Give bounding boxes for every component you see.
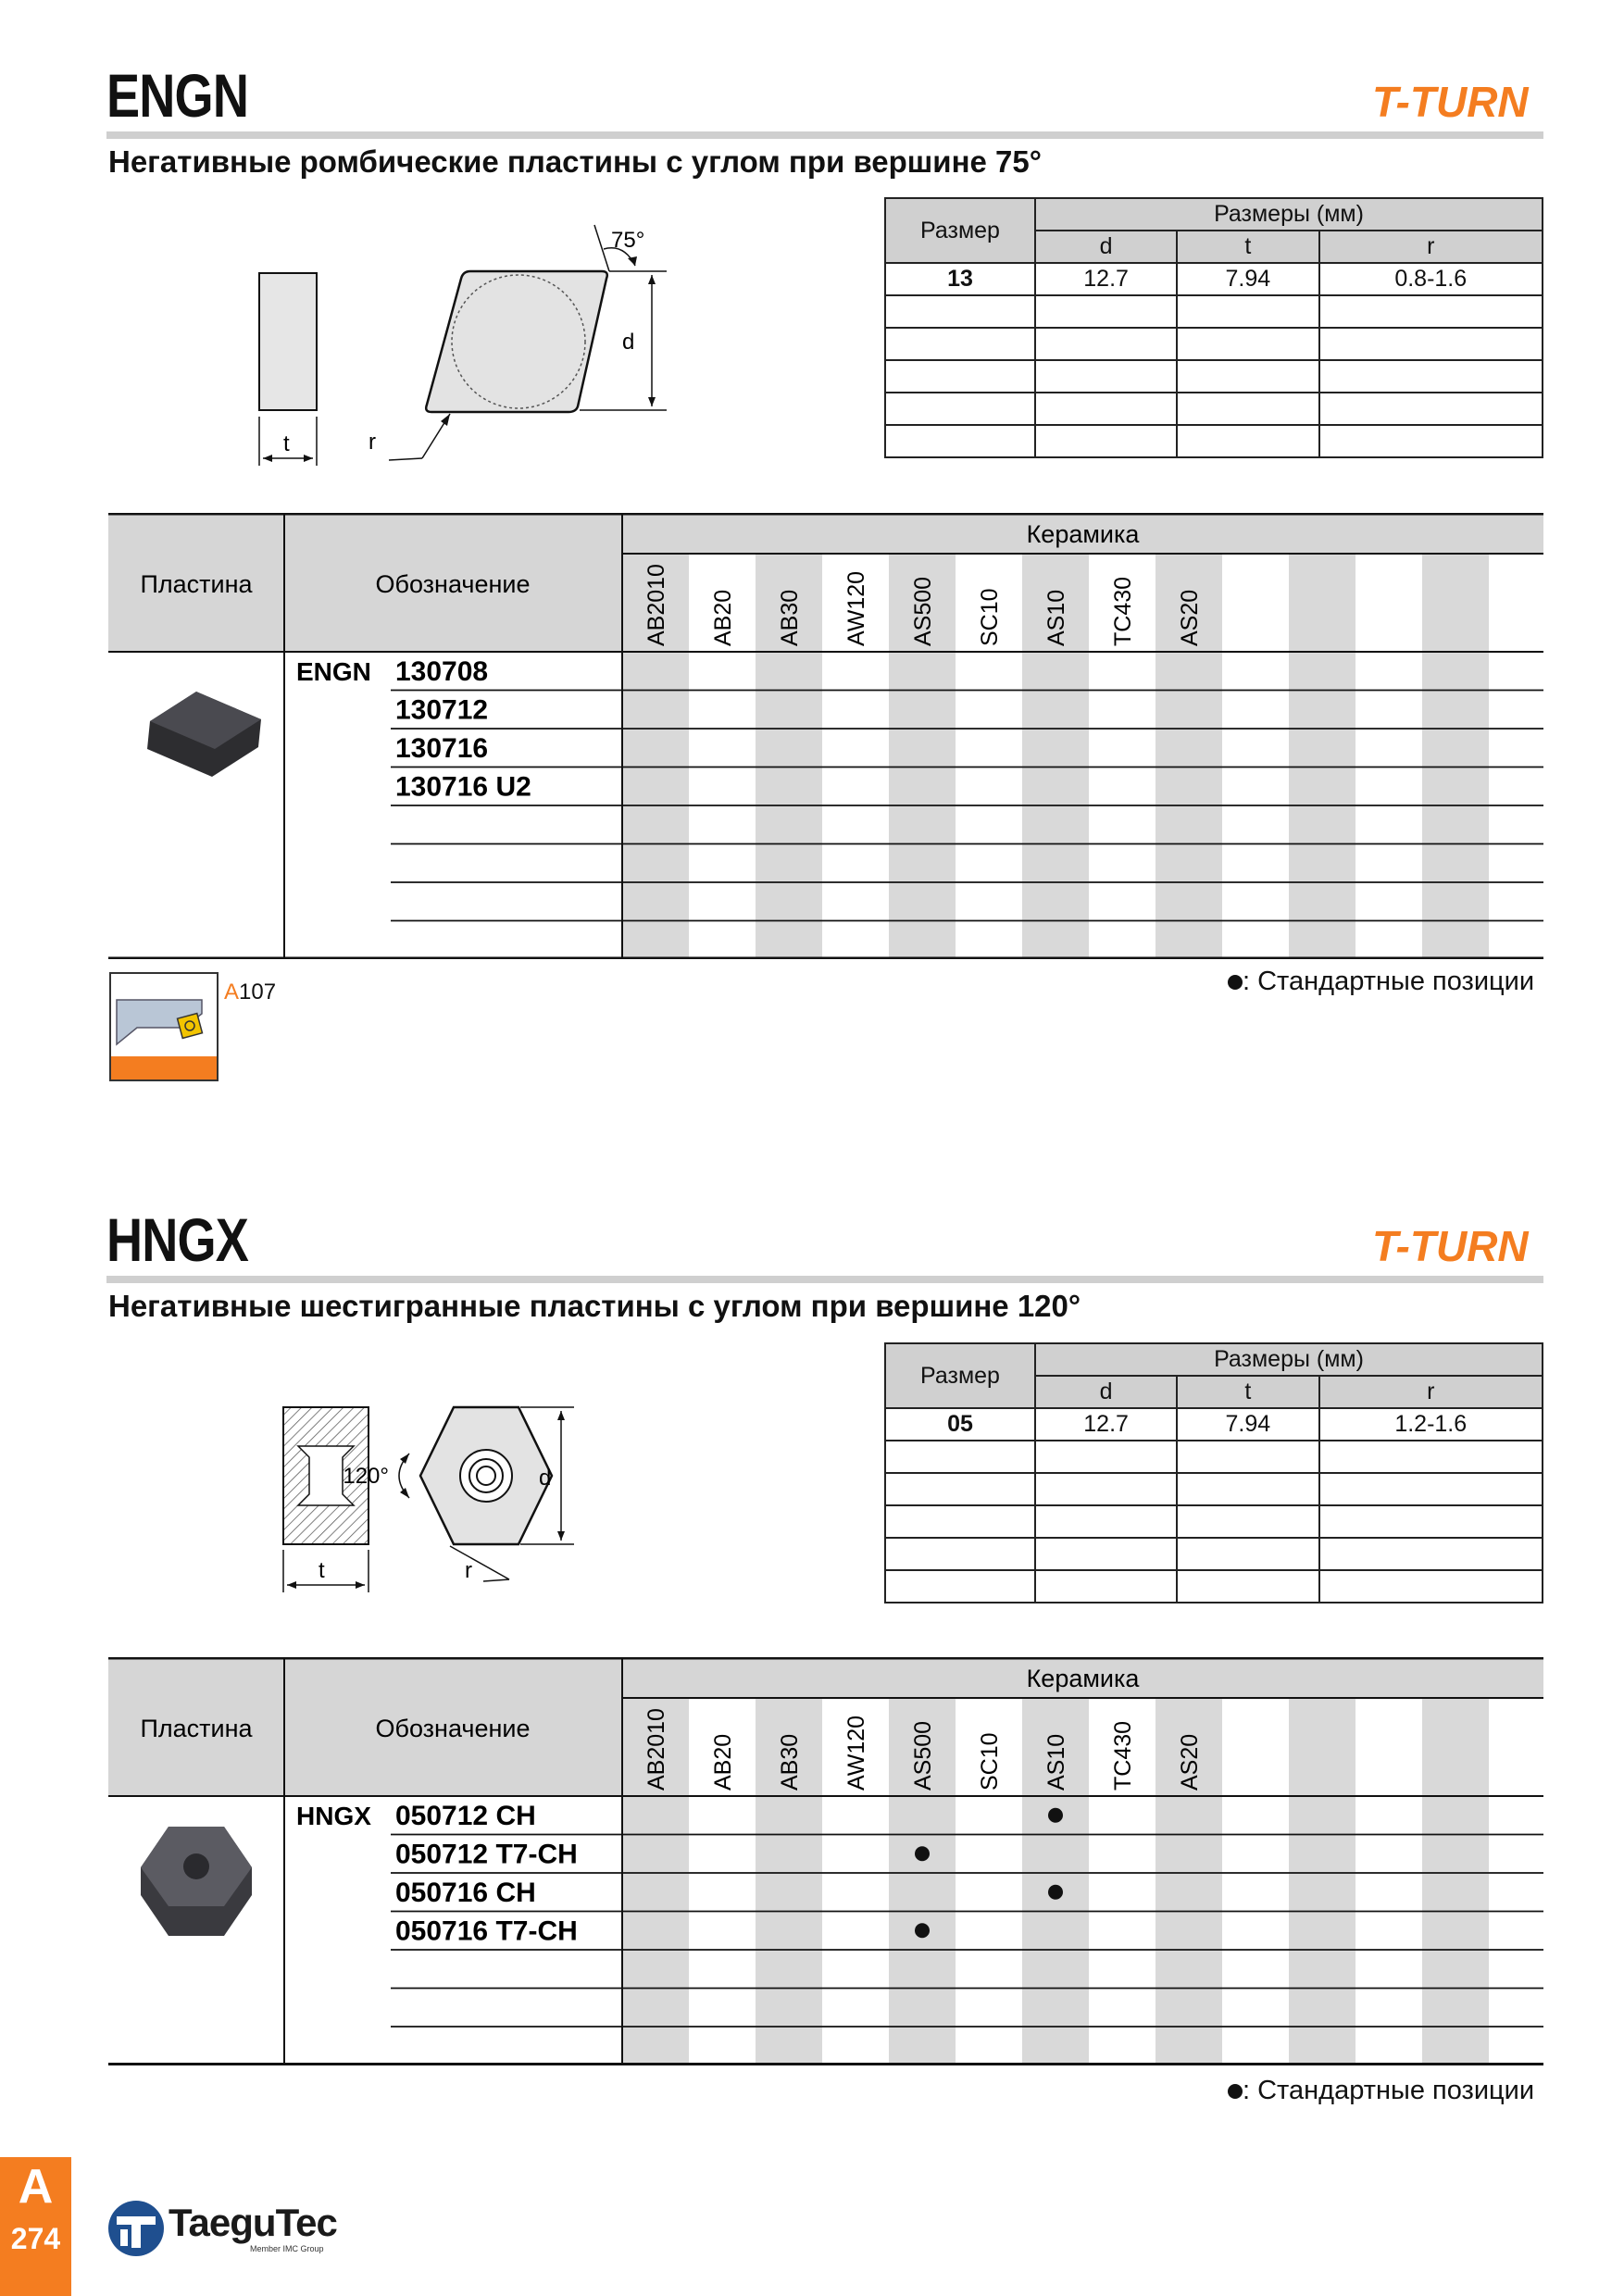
grade-label-tc430: TC430 xyxy=(1110,576,1136,646)
toolholder-reference-icon xyxy=(109,972,220,1083)
size-header: Размер xyxy=(885,1343,1035,1408)
dimensions-table xyxy=(884,1342,1543,1603)
hngx-insert-drawing xyxy=(269,1398,694,1657)
insert-code: 050716 CH xyxy=(395,1878,536,1908)
dim-col-r: r xyxy=(1319,231,1543,263)
dim-col-t: t xyxy=(1177,1376,1318,1408)
section-subtitle: Негативные шестигранные пластины с углом при вершине 120° xyxy=(108,1289,1081,1323)
dim-t-value: 7.94 xyxy=(1177,1408,1318,1441)
insert-code: 050716 T7-CH xyxy=(395,1915,578,1947)
grade-label-sc10: SC10 xyxy=(977,1732,1003,1791)
grade-label-tc430: TC430 xyxy=(1110,1720,1136,1791)
grade-label-ab20: AB20 xyxy=(710,589,736,646)
grade-label-as20: AS20 xyxy=(1177,1733,1203,1791)
legend-standard: : Стандартные позиции xyxy=(1228,2076,1534,2106)
grade-label-aw120: AW120 xyxy=(843,570,869,646)
insert-code: 050712 T7-CH xyxy=(395,1839,578,1870)
grade-column-shade xyxy=(1289,554,1355,959)
dim-r-value: 0.8-1.6 xyxy=(1319,263,1543,295)
dimensions-table xyxy=(884,197,1543,458)
t-turn-logo xyxy=(1368,1218,1544,1272)
grade-label-sc10: SC10 xyxy=(977,588,1003,646)
svg-text:r: r xyxy=(369,430,376,455)
standard-item-dot xyxy=(915,1923,930,1938)
insert-family: ENGN xyxy=(296,657,371,686)
svg-text:r: r xyxy=(465,1558,472,1583)
svg-text:d: d xyxy=(622,330,635,355)
section-tab xyxy=(0,2157,71,2296)
page-reference[interactable]: A107 xyxy=(224,980,277,1004)
engn-insert-image xyxy=(147,692,261,777)
section-rule xyxy=(106,1276,1543,1283)
legend-standard: : Стандартные позиции xyxy=(1228,967,1534,997)
grade-label-ab2010: AB2010 xyxy=(643,1708,669,1791)
engn-insert-drawing xyxy=(241,218,685,477)
svg-text:d: d xyxy=(539,1466,552,1491)
svg-text:t: t xyxy=(319,1558,325,1583)
insert-code: 130716 xyxy=(395,733,489,764)
column-header-designation: Обозначение xyxy=(375,1715,531,1742)
t-turn-logo xyxy=(1368,74,1544,128)
column-header-plate: Пластина xyxy=(140,1715,253,1742)
dim-r-value: 1.2-1.6 xyxy=(1319,1408,1543,1441)
company-name: TaeguTec xyxy=(169,2201,337,2244)
column-group-ceramics: Керамика xyxy=(1026,520,1140,548)
column-header-designation: Обозначение xyxy=(375,570,531,598)
standard-item-dot xyxy=(915,1846,930,1861)
section-code: HNGX xyxy=(106,1205,249,1274)
insert-code: 130716 U2 xyxy=(395,771,531,803)
hngx-insert-image xyxy=(141,1827,252,1936)
svg-text:120°: 120° xyxy=(343,1464,389,1489)
standard-item-dot xyxy=(1048,1808,1063,1823)
insert-code: 050712 CH xyxy=(395,1801,536,1831)
dim-col-d: d xyxy=(1035,1376,1177,1408)
grade-label-aw120: AW120 xyxy=(843,1715,869,1791)
section-code: ENGN xyxy=(106,61,249,130)
svg-text:T-TURN: T-TURN xyxy=(1372,1222,1529,1270)
standard-item-dot xyxy=(1048,1885,1063,1900)
bullet-icon xyxy=(1228,2084,1243,2099)
section-rule xyxy=(106,131,1543,139)
grade-column-shade xyxy=(1422,554,1489,959)
grade-column-shade xyxy=(1289,1698,1355,2065)
dim-d-value: 12.7 xyxy=(1035,1408,1177,1441)
svg-text:75°: 75° xyxy=(611,228,645,253)
page-number: 274 xyxy=(10,2222,61,2255)
dim-col-r: r xyxy=(1319,1376,1543,1408)
grade-label-ab2010: AB2010 xyxy=(643,564,669,646)
svg-text:t: t xyxy=(283,431,290,456)
grade-label-as10: AS10 xyxy=(1043,589,1069,646)
dim-col-t: t xyxy=(1177,231,1318,263)
company-sub: Member IMC Group xyxy=(250,2244,324,2253)
svg-text:T-TURN: T-TURN xyxy=(1372,78,1529,126)
section-subtitle: Негативные ромбические пластины с углом при вершине 75° xyxy=(108,144,1042,179)
grade-column-shade xyxy=(1422,1698,1489,2065)
taegutec-logo-icon xyxy=(104,2196,169,2261)
insert-code: 130712 xyxy=(395,694,489,726)
grade-label-as500: AS500 xyxy=(910,576,936,646)
section-letter: A xyxy=(18,2160,54,2214)
dims-header: Размеры (мм) xyxy=(1035,198,1543,231)
insert-code: 130708 xyxy=(395,656,489,687)
dim-d-value: 12.7 xyxy=(1035,263,1177,295)
column-group-ceramics: Керамика xyxy=(1026,1665,1140,1692)
grade-label-as10: AS10 xyxy=(1043,1733,1069,1791)
grade-label-as500: AS500 xyxy=(910,1720,936,1791)
grade-label-ab30: AB30 xyxy=(777,1733,803,1791)
grade-label-ab30: AB30 xyxy=(777,589,803,646)
grade-label-as20: AS20 xyxy=(1177,589,1203,646)
insert-family: HNGX xyxy=(296,1802,371,1830)
column-header-plate: Пластина xyxy=(140,570,253,598)
ceramics-grade-table xyxy=(108,1657,1543,2065)
dim-size-value: 05 xyxy=(885,1408,1035,1441)
size-header: Размер xyxy=(885,198,1035,263)
dim-size-value: 13 xyxy=(885,263,1035,295)
dim-t-value: 7.94 xyxy=(1177,263,1318,295)
grade-label-ab20: AB20 xyxy=(710,1733,736,1791)
bullet-icon xyxy=(1228,975,1243,990)
dims-header: Размеры (мм) xyxy=(1035,1343,1543,1376)
dim-col-d: d xyxy=(1035,231,1177,263)
ceramics-grade-table xyxy=(108,513,1543,959)
